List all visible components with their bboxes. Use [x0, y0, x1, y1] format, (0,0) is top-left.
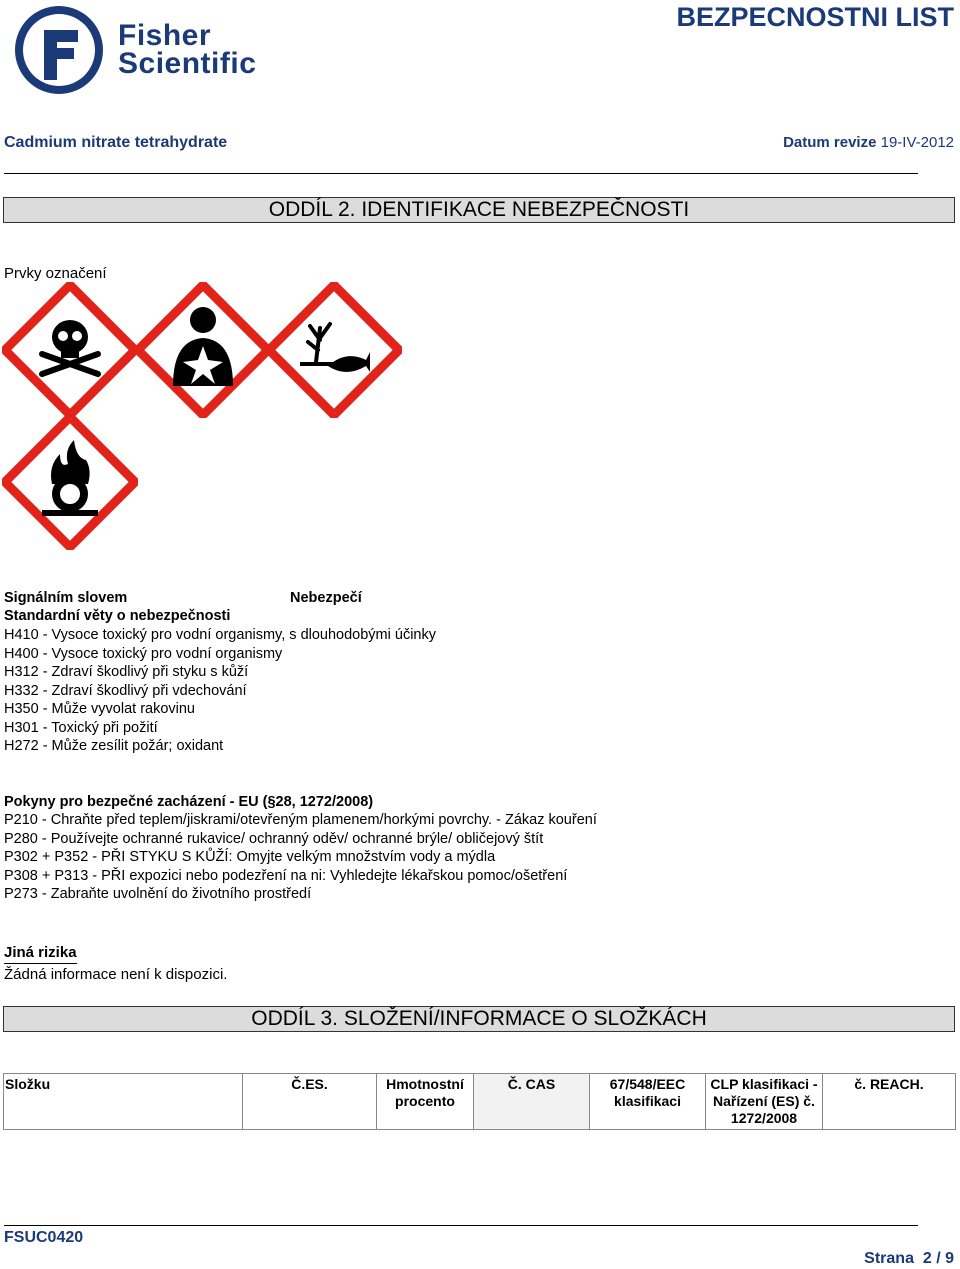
fisher-f-logo-icon [4, 0, 114, 108]
brand-line1: Fisher [118, 19, 212, 52]
brand-name [118, 19, 257, 80]
page-number: 2 / 9 [922, 1250, 954, 1267]
column-header: Č.ES. [243, 1074, 377, 1130]
other-hazards-heading: Jiná rizika [4, 944, 77, 964]
section3-title: ODDÍL 3. SLOŽENÍ/INFORMACE O SLOŽKÁCH [3, 1006, 955, 1032]
hazard-statement: H410 - Vysoce toxický pro vodní organismy, s dlouhodobými účinky [4, 627, 436, 643]
revision-value: 19-IV-2012 [880, 134, 954, 151]
document-code: FSUC0420 [4, 1229, 84, 1246]
precaution-statement: P308 + P313 - PŘI expozici nebo podezření na ni: Vyhledejte lékařskou pomoc/ošetření [4, 867, 568, 884]
precaution-statement: P280 - Používejte ochranné rukavice/ ochranný oděv/ ochranné brýle/ obličejový štít [4, 830, 544, 847]
other-hazards-text: Žádná informace není k dispozici. [4, 966, 228, 983]
flame-over-circle-icon [2, 414, 138, 550]
section2-title: ODDÍL 2. IDENTIFIKACE NEBEZPEČNOSTI [3, 197, 955, 223]
footer-rule [4, 1225, 918, 1226]
revision-label: Datum revize [783, 134, 877, 151]
hazard-statement: H272 - Může zesílit požár; oxidant [4, 738, 224, 754]
environment-icon [266, 282, 402, 418]
page-label: Strana [864, 1250, 914, 1267]
column-header: č. REACH. [823, 1074, 956, 1130]
composition-table [3, 1073, 956, 1130]
hazard-statements-list [4, 626, 436, 756]
hazard-statements-heading: Standardní věty o nebezpečnosti [4, 608, 231, 624]
column-header: 67/548/EEC klasifikaci [590, 1074, 706, 1130]
header-rule [4, 173, 918, 174]
precautions-heading: Pokyny pro bezpečné zacházení - EU (§28, 1272/2008) [4, 794, 374, 810]
column-header: CLP klasifikaci - Nařízení (ES) č. 1272/2008 [706, 1074, 823, 1130]
table-header-row [4, 1074, 956, 1130]
hazard-statement: H301 - Toxický při požití [4, 719, 158, 736]
fisher-scientific-logo [4, 0, 284, 108]
signal-word-label: Signálním slovem [4, 590, 128, 606]
health-hazard-icon [135, 282, 271, 418]
precaution-statement: P210 - Chraňte před teplem/jiskrami/otevřeným plamenem/horkými povrchy. - Zákaz kouření [4, 812, 597, 828]
label-elements-heading: Prvky označení [4, 265, 107, 282]
revision-date [783, 134, 954, 151]
precaution-statement: P302 + P352 - PŘI STYKU S KŮŽÍ: Omyjte velkým množstvím vody a mýdla [4, 849, 496, 865]
hazard-statement: H312 - Zdraví škodlivý při styku s kůží [4, 664, 249, 680]
skull-crossbones-icon [2, 282, 138, 418]
signal-word: Nebezpečí [290, 590, 362, 606]
product-name: Cadmium nitrate tetrahydrate [4, 134, 228, 151]
hazard-statement: H350 - Může vyvolat rakovinu [4, 701, 195, 717]
brand-line2: Scientific [118, 47, 257, 80]
column-header: Složku [4, 1074, 243, 1130]
hazard-statement: H400 - Vysoce toxický pro vodní organismy [4, 645, 283, 662]
hazard-statement: H332 - Zdraví škodlivý při vdechování [4, 682, 247, 699]
precaution-statement: P273 - Zabraňte uvolnění do životního prostředí [4, 886, 312, 902]
column-header: Hmotnostní procento [377, 1074, 474, 1130]
column-header: Č. CAS [474, 1074, 590, 1130]
page-indicator [864, 1250, 954, 1268]
precautions-list [4, 811, 597, 904]
document-title: BEZPECNOSTNI LIST [676, 2, 954, 32]
